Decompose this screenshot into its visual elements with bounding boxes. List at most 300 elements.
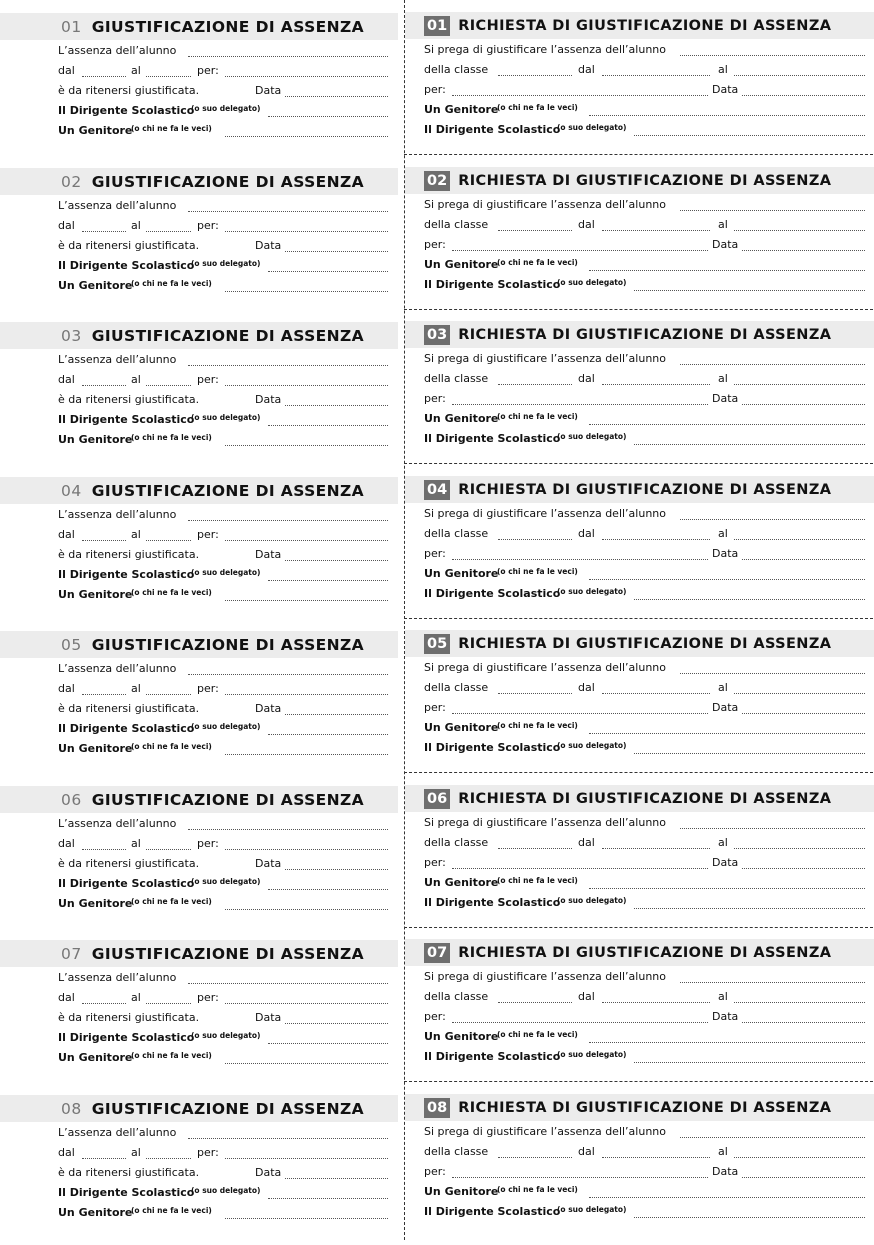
slip-title: GIUSTIFICAZIONE DI ASSENZA <box>91 17 365 36</box>
request-date-field[interactable] <box>742 404 865 405</box>
signer-2-note: (o chi ne fa le veci) <box>131 1051 212 1060</box>
from-date-field[interactable] <box>82 385 126 386</box>
request-reason-field[interactable] <box>452 713 708 714</box>
request-to-field[interactable] <box>734 1157 865 1158</box>
signer-1-signature-field[interactable] <box>268 116 388 117</box>
request-principal-label: Il Dirigente Scolastico <box>424 123 561 136</box>
signer-1-signature-field[interactable] <box>268 889 388 890</box>
horizontal-cut-line <box>404 309 873 310</box>
request-student-field[interactable] <box>680 1137 865 1138</box>
to-date-field[interactable] <box>146 849 191 850</box>
justified-line <box>58 1011 388 1027</box>
signer-2-line <box>58 124 388 140</box>
request-to-label: al <box>718 681 728 694</box>
request-date-field[interactable] <box>742 1177 865 1178</box>
request-parent-label: Un Genitore <box>424 103 499 116</box>
to-label: al <box>131 837 141 850</box>
signer-1-signature-field[interactable] <box>268 425 388 426</box>
request-principal-note: (o suo delegato) <box>557 278 627 287</box>
request-intro-label: Si prega di giustificare l’assenza dell’alunno <box>424 970 666 983</box>
request-reason-field[interactable] <box>452 1022 708 1023</box>
student-name-field[interactable] <box>188 211 388 212</box>
request-from-field[interactable] <box>602 693 710 694</box>
date-label: Data <box>255 84 282 97</box>
signer-2-line <box>58 1206 388 1222</box>
request-title: RICHIESTA DI GIUSTIFICAZIONE DI ASSENZA <box>458 790 832 807</box>
request-reason-field[interactable] <box>452 868 708 869</box>
student-line <box>58 44 388 60</box>
reason-field[interactable] <box>225 385 388 386</box>
class-field[interactable] <box>498 693 572 694</box>
request-student-line <box>424 43 865 59</box>
request-reason-line <box>424 83 865 99</box>
request-student-field[interactable] <box>680 673 865 674</box>
signer-1-signature-field[interactable] <box>268 1043 388 1044</box>
justified-label: è da ritenersi giustificata. <box>58 1166 200 1179</box>
class-label: della classe <box>424 372 489 385</box>
signer-2-label: Un Genitore <box>58 124 133 137</box>
request-header <box>405 12 874 39</box>
slip-number: 07 <box>61 944 82 963</box>
justification-slip <box>0 631 398 781</box>
signer-2-label: Un Genitore <box>58 588 133 601</box>
from-label: dal <box>58 682 75 695</box>
request-to-field[interactable] <box>734 75 865 76</box>
request-title: RICHIESTA DI GIUSTIFICAZIONE DI ASSENZA <box>458 172 832 189</box>
student-name-field[interactable] <box>188 983 388 984</box>
signer-1-note: (o suo delegato) <box>191 104 261 113</box>
request-class-line <box>424 527 865 543</box>
date-label: Data <box>255 239 282 252</box>
request-reason-line <box>424 701 865 717</box>
request-header <box>405 476 874 503</box>
request-principal-signature-field[interactable] <box>634 135 865 136</box>
student-name-field[interactable] <box>188 56 388 57</box>
slip-header <box>0 322 398 349</box>
to-date-field[interactable] <box>146 694 191 695</box>
signer-2-note: (o chi ne fa le veci) <box>131 588 212 597</box>
from-date-field[interactable] <box>82 540 126 541</box>
slip-title: GIUSTIFICAZIONE DI ASSENZA <box>91 1099 365 1118</box>
class-field[interactable] <box>498 848 572 849</box>
request-date-field[interactable] <box>742 95 865 96</box>
request-principal-signature-field[interactable] <box>634 1062 865 1063</box>
slip-title: GIUSTIFICAZIONE DI ASSENZA <box>91 481 365 500</box>
request-date-field[interactable] <box>742 713 865 714</box>
request-slip <box>405 1094 874 1244</box>
absence-label: L’assenza dell’alunno <box>58 817 177 830</box>
slip-number: 03 <box>61 326 82 345</box>
signer-1-label: Il Dirigente Scolastico <box>58 1186 195 1199</box>
signer-2-signature-field[interactable] <box>225 291 388 292</box>
signer-1-note: (o suo delegato) <box>191 877 261 886</box>
request-number-badge: 04 <box>424 480 450 500</box>
slip-header <box>0 1095 398 1122</box>
request-from-label: dal <box>578 218 595 231</box>
justified-line <box>58 857 388 873</box>
to-date-field[interactable] <box>146 1003 191 1004</box>
signer-2-signature-field[interactable] <box>225 136 388 137</box>
student-name-field[interactable] <box>188 365 388 366</box>
request-reason-field[interactable] <box>452 250 708 251</box>
from-date-field[interactable] <box>82 694 126 695</box>
class-label: della classe <box>424 1145 489 1158</box>
justified-line <box>58 702 388 718</box>
reason-label: per: <box>197 682 219 695</box>
request-parent-signature-field[interactable] <box>589 733 865 734</box>
request-principal-line <box>424 741 865 757</box>
class-field[interactable] <box>498 1002 572 1003</box>
request-date-label: Data <box>712 1010 739 1023</box>
justified-label: è da ritenersi giustificata. <box>58 239 200 252</box>
request-parent-signature-field[interactable] <box>589 424 865 425</box>
request-principal-note: (o suo delegato) <box>557 741 627 750</box>
to-date-field[interactable] <box>146 231 191 232</box>
justified-line <box>58 393 388 409</box>
signer-2-label: Un Genitore <box>58 433 133 446</box>
justified-label: è da ritenersi giustificata. <box>58 857 200 870</box>
period-line <box>58 219 388 235</box>
absence-label: L’assenza dell’alunno <box>58 199 177 212</box>
class-field[interactable] <box>498 384 572 385</box>
request-principal-label: Il Dirigente Scolastico <box>424 741 561 754</box>
request-title: RICHIESTA DI GIUSTIFICAZIONE DI ASSENZA <box>458 481 832 498</box>
request-class-line <box>424 990 865 1006</box>
request-parent-note: (o chi ne fa le veci) <box>497 876 578 885</box>
request-reason-field[interactable] <box>452 1177 708 1178</box>
request-intro-label: Si prega di giustificare l’assenza dell’alunno <box>424 1125 666 1138</box>
signer-1-note: (o suo delegato) <box>191 259 261 268</box>
reason-field[interactable] <box>225 1158 388 1159</box>
request-reason-field[interactable] <box>452 95 708 96</box>
request-date-label: Data <box>712 701 739 714</box>
to-date-field[interactable] <box>146 540 191 541</box>
request-reason-line <box>424 238 865 254</box>
student-line <box>58 971 388 987</box>
request-parent-signature-field[interactable] <box>589 579 865 580</box>
signer-2-note: (o chi ne fa le veci) <box>131 1206 212 1215</box>
justified-label: è da ritenersi giustificata. <box>58 548 200 561</box>
from-label: dal <box>58 1146 75 1159</box>
request-student-field[interactable] <box>680 364 865 365</box>
request-parent-line <box>424 721 865 737</box>
request-student-field[interactable] <box>680 828 865 829</box>
date-field[interactable] <box>285 1178 388 1179</box>
request-from-field[interactable] <box>602 75 710 76</box>
reason-field[interactable] <box>225 76 388 77</box>
signer-2-signature-field[interactable] <box>225 445 388 446</box>
request-header <box>405 785 874 812</box>
reason-label: per: <box>197 219 219 232</box>
request-title: RICHIESTA DI GIUSTIFICAZIONE DI ASSENZA <box>458 944 832 961</box>
request-principal-note: (o suo delegato) <box>557 1205 627 1214</box>
to-label: al <box>131 991 141 1004</box>
from-date-field[interactable] <box>82 76 126 77</box>
request-date-label: Data <box>712 547 739 560</box>
request-to-field[interactable] <box>734 1002 865 1003</box>
justified-line <box>58 548 388 564</box>
period-line <box>58 991 388 1007</box>
request-to-label: al <box>718 1145 728 1158</box>
request-from-label: dal <box>578 527 595 540</box>
student-name-field[interactable] <box>188 520 388 521</box>
from-label: dal <box>58 528 75 541</box>
reason-field[interactable] <box>225 1003 388 1004</box>
request-from-field[interactable] <box>602 230 710 231</box>
request-from-field[interactable] <box>602 539 710 540</box>
period-line <box>58 64 388 80</box>
request-to-field[interactable] <box>734 384 865 385</box>
request-date-field[interactable] <box>742 250 865 251</box>
request-date-label: Data <box>712 856 739 869</box>
from-label: dal <box>58 64 75 77</box>
period-line <box>58 682 388 698</box>
student-line <box>58 817 388 833</box>
signer-1-line <box>58 259 388 275</box>
justification-slip <box>0 13 398 163</box>
reason-field[interactable] <box>225 540 388 541</box>
class-label: della classe <box>424 836 489 849</box>
request-principal-note: (o suo delegato) <box>557 432 627 441</box>
request-from-field[interactable] <box>602 384 710 385</box>
request-class-line <box>424 218 865 234</box>
signer-1-line <box>58 1186 388 1202</box>
request-parent-signature-field[interactable] <box>589 1197 865 1198</box>
request-student-line <box>424 661 865 677</box>
request-parent-signature-field[interactable] <box>589 1042 865 1043</box>
signer-2-signature-field[interactable] <box>225 600 388 601</box>
signer-2-note: (o chi ne fa le veci) <box>131 124 212 133</box>
date-field[interactable] <box>285 869 388 870</box>
date-field[interactable] <box>285 405 388 406</box>
class-label: della classe <box>424 63 489 76</box>
signer-1-label: Il Dirigente Scolastico <box>58 877 195 890</box>
signer-2-line <box>58 588 388 604</box>
request-to-field[interactable] <box>734 693 865 694</box>
request-to-field[interactable] <box>734 848 865 849</box>
slip-title: GIUSTIFICAZIONE DI ASSENZA <box>91 944 365 963</box>
horizontal-cut-line <box>404 772 873 773</box>
request-reason-label: per: <box>424 856 446 869</box>
student-line <box>58 353 388 369</box>
request-date-field[interactable] <box>742 1022 865 1023</box>
request-parent-signature-field[interactable] <box>589 115 865 116</box>
signer-2-note: (o chi ne fa le veci) <box>131 279 212 288</box>
request-student-field[interactable] <box>680 55 865 56</box>
slip-title: GIUSTIFICAZIONE DI ASSENZA <box>91 326 365 345</box>
date-label: Data <box>255 1166 282 1179</box>
request-parent-note: (o chi ne fa le veci) <box>497 721 578 730</box>
request-number-badge: 01 <box>424 16 450 36</box>
request-reason-line <box>424 1010 865 1026</box>
justification-slip <box>0 477 398 627</box>
request-title: RICHIESTA DI GIUSTIFICAZIONE DI ASSENZA <box>458 635 832 652</box>
signer-1-line <box>58 722 388 738</box>
reason-field[interactable] <box>225 694 388 695</box>
from-date-field[interactable] <box>82 1003 126 1004</box>
horizontal-cut-line <box>404 618 873 619</box>
request-reason-label: per: <box>424 238 446 251</box>
request-principal-label: Il Dirigente Scolastico <box>424 432 561 445</box>
request-parent-line <box>424 876 865 892</box>
signer-2-line <box>58 433 388 449</box>
request-to-label: al <box>718 372 728 385</box>
request-principal-signature-field[interactable] <box>634 1217 865 1218</box>
request-from-field[interactable] <box>602 1157 710 1158</box>
request-date-field[interactable] <box>742 559 865 560</box>
class-field[interactable] <box>498 230 572 231</box>
to-label: al <box>131 64 141 77</box>
reason-label: per: <box>197 64 219 77</box>
request-number-badge: 07 <box>424 943 450 963</box>
request-reason-field[interactable] <box>452 559 708 560</box>
student-line <box>58 199 388 215</box>
date-field[interactable] <box>285 251 388 252</box>
request-to-label: al <box>718 990 728 1003</box>
request-principal-line <box>424 432 865 448</box>
request-principal-line <box>424 1205 865 1221</box>
class-field[interactable] <box>498 1157 572 1158</box>
request-principal-signature-field[interactable] <box>634 753 865 754</box>
absence-label: L’assenza dell’alunno <box>58 508 177 521</box>
request-number-badge: 08 <box>424 1098 450 1118</box>
signer-2-note: (o chi ne fa le veci) <box>131 433 212 442</box>
request-from-field[interactable] <box>602 1002 710 1003</box>
request-student-field[interactable] <box>680 519 865 520</box>
request-from-field[interactable] <box>602 848 710 849</box>
request-class-line <box>424 836 865 852</box>
signer-2-line <box>58 279 388 295</box>
justification-slip <box>0 322 398 472</box>
student-name-field[interactable] <box>188 829 388 830</box>
request-from-label: dal <box>578 836 595 849</box>
signer-2-signature-field[interactable] <box>225 754 388 755</box>
signer-1-note: (o suo delegato) <box>191 722 261 731</box>
request-principal-signature-field[interactable] <box>634 599 865 600</box>
class-field[interactable] <box>498 539 572 540</box>
signer-1-line <box>58 1031 388 1047</box>
signer-2-label: Un Genitore <box>58 279 133 292</box>
request-principal-signature-field[interactable] <box>634 290 865 291</box>
signer-2-signature-field[interactable] <box>225 1063 388 1064</box>
request-reason-field[interactable] <box>452 404 708 405</box>
to-label: al <box>131 528 141 541</box>
date-field[interactable] <box>285 560 388 561</box>
slip-header <box>0 940 398 967</box>
slip-number: 06 <box>61 790 82 809</box>
period-line <box>58 373 388 389</box>
absence-label: L’assenza dell’alunno <box>58 971 177 984</box>
to-date-field[interactable] <box>146 1158 191 1159</box>
request-date-label: Data <box>712 238 739 251</box>
signer-1-signature-field[interactable] <box>268 271 388 272</box>
request-date-label: Data <box>712 83 739 96</box>
to-date-field[interactable] <box>146 385 191 386</box>
request-reason-label: per: <box>424 392 446 405</box>
request-reason-label: per: <box>424 1010 446 1023</box>
request-class-line <box>424 372 865 388</box>
request-student-line <box>424 352 865 368</box>
request-from-label: dal <box>578 990 595 1003</box>
date-label: Data <box>255 702 282 715</box>
request-reason-line <box>424 856 865 872</box>
justification-slip <box>0 786 398 936</box>
justified-line <box>58 1166 388 1182</box>
request-student-field[interactable] <box>680 210 865 211</box>
request-parent-label: Un Genitore <box>424 412 499 425</box>
from-date-field[interactable] <box>82 231 126 232</box>
to-date-field[interactable] <box>146 76 191 77</box>
class-label: della classe <box>424 527 489 540</box>
justified-label: è da ritenersi giustificata. <box>58 84 200 97</box>
date-field[interactable] <box>285 96 388 97</box>
signer-2-signature-field[interactable] <box>225 909 388 910</box>
request-parent-signature-field[interactable] <box>589 270 865 271</box>
date-field[interactable] <box>285 714 388 715</box>
signer-1-signature-field[interactable] <box>268 580 388 581</box>
from-date-field[interactable] <box>82 849 126 850</box>
request-from-label: dal <box>578 681 595 694</box>
request-student-line <box>424 507 865 523</box>
slip-number: 01 <box>61 17 82 36</box>
request-to-field[interactable] <box>734 539 865 540</box>
request-student-line <box>424 198 865 214</box>
class-field[interactable] <box>498 75 572 76</box>
student-line <box>58 662 388 678</box>
reason-field[interactable] <box>225 849 388 850</box>
student-name-field[interactable] <box>188 674 388 675</box>
request-date-field[interactable] <box>742 868 865 869</box>
request-class-line <box>424 1145 865 1161</box>
request-to-field[interactable] <box>734 230 865 231</box>
signer-1-signature-field[interactable] <box>268 734 388 735</box>
request-slip <box>405 167 874 317</box>
class-label: della classe <box>424 218 489 231</box>
request-slip <box>405 939 874 1089</box>
signer-2-signature-field[interactable] <box>225 1218 388 1219</box>
request-principal-signature-field[interactable] <box>634 908 865 909</box>
date-field[interactable] <box>285 1023 388 1024</box>
request-header <box>405 321 874 348</box>
request-intro-label: Si prega di giustificare l’assenza dell’alunno <box>424 43 666 56</box>
request-student-field[interactable] <box>680 982 865 983</box>
reason-field[interactable] <box>225 231 388 232</box>
from-date-field[interactable] <box>82 1158 126 1159</box>
request-parent-signature-field[interactable] <box>589 888 865 889</box>
student-line <box>58 508 388 524</box>
request-from-label: dal <box>578 63 595 76</box>
request-number-badge: 03 <box>424 325 450 345</box>
request-parent-line <box>424 567 865 583</box>
slip-number: 05 <box>61 635 82 654</box>
request-number-badge: 06 <box>424 789 450 809</box>
signer-1-note: (o suo delegato) <box>191 1186 261 1195</box>
request-slip <box>405 321 874 471</box>
request-principal-line <box>424 278 865 294</box>
request-header <box>405 1094 874 1121</box>
student-name-field[interactable] <box>188 1138 388 1139</box>
request-parent-line <box>424 258 865 274</box>
justification-slip <box>0 168 398 318</box>
request-parent-note: (o chi ne fa le veci) <box>497 103 578 112</box>
reason-label: per: <box>197 991 219 1004</box>
request-class-line <box>424 63 865 79</box>
request-principal-signature-field[interactable] <box>634 444 865 445</box>
justified-label: è da ritenersi giustificata. <box>58 393 200 406</box>
signer-1-line <box>58 877 388 893</box>
request-principal-label: Il Dirigente Scolastico <box>424 587 561 600</box>
signer-1-signature-field[interactable] <box>268 1198 388 1199</box>
